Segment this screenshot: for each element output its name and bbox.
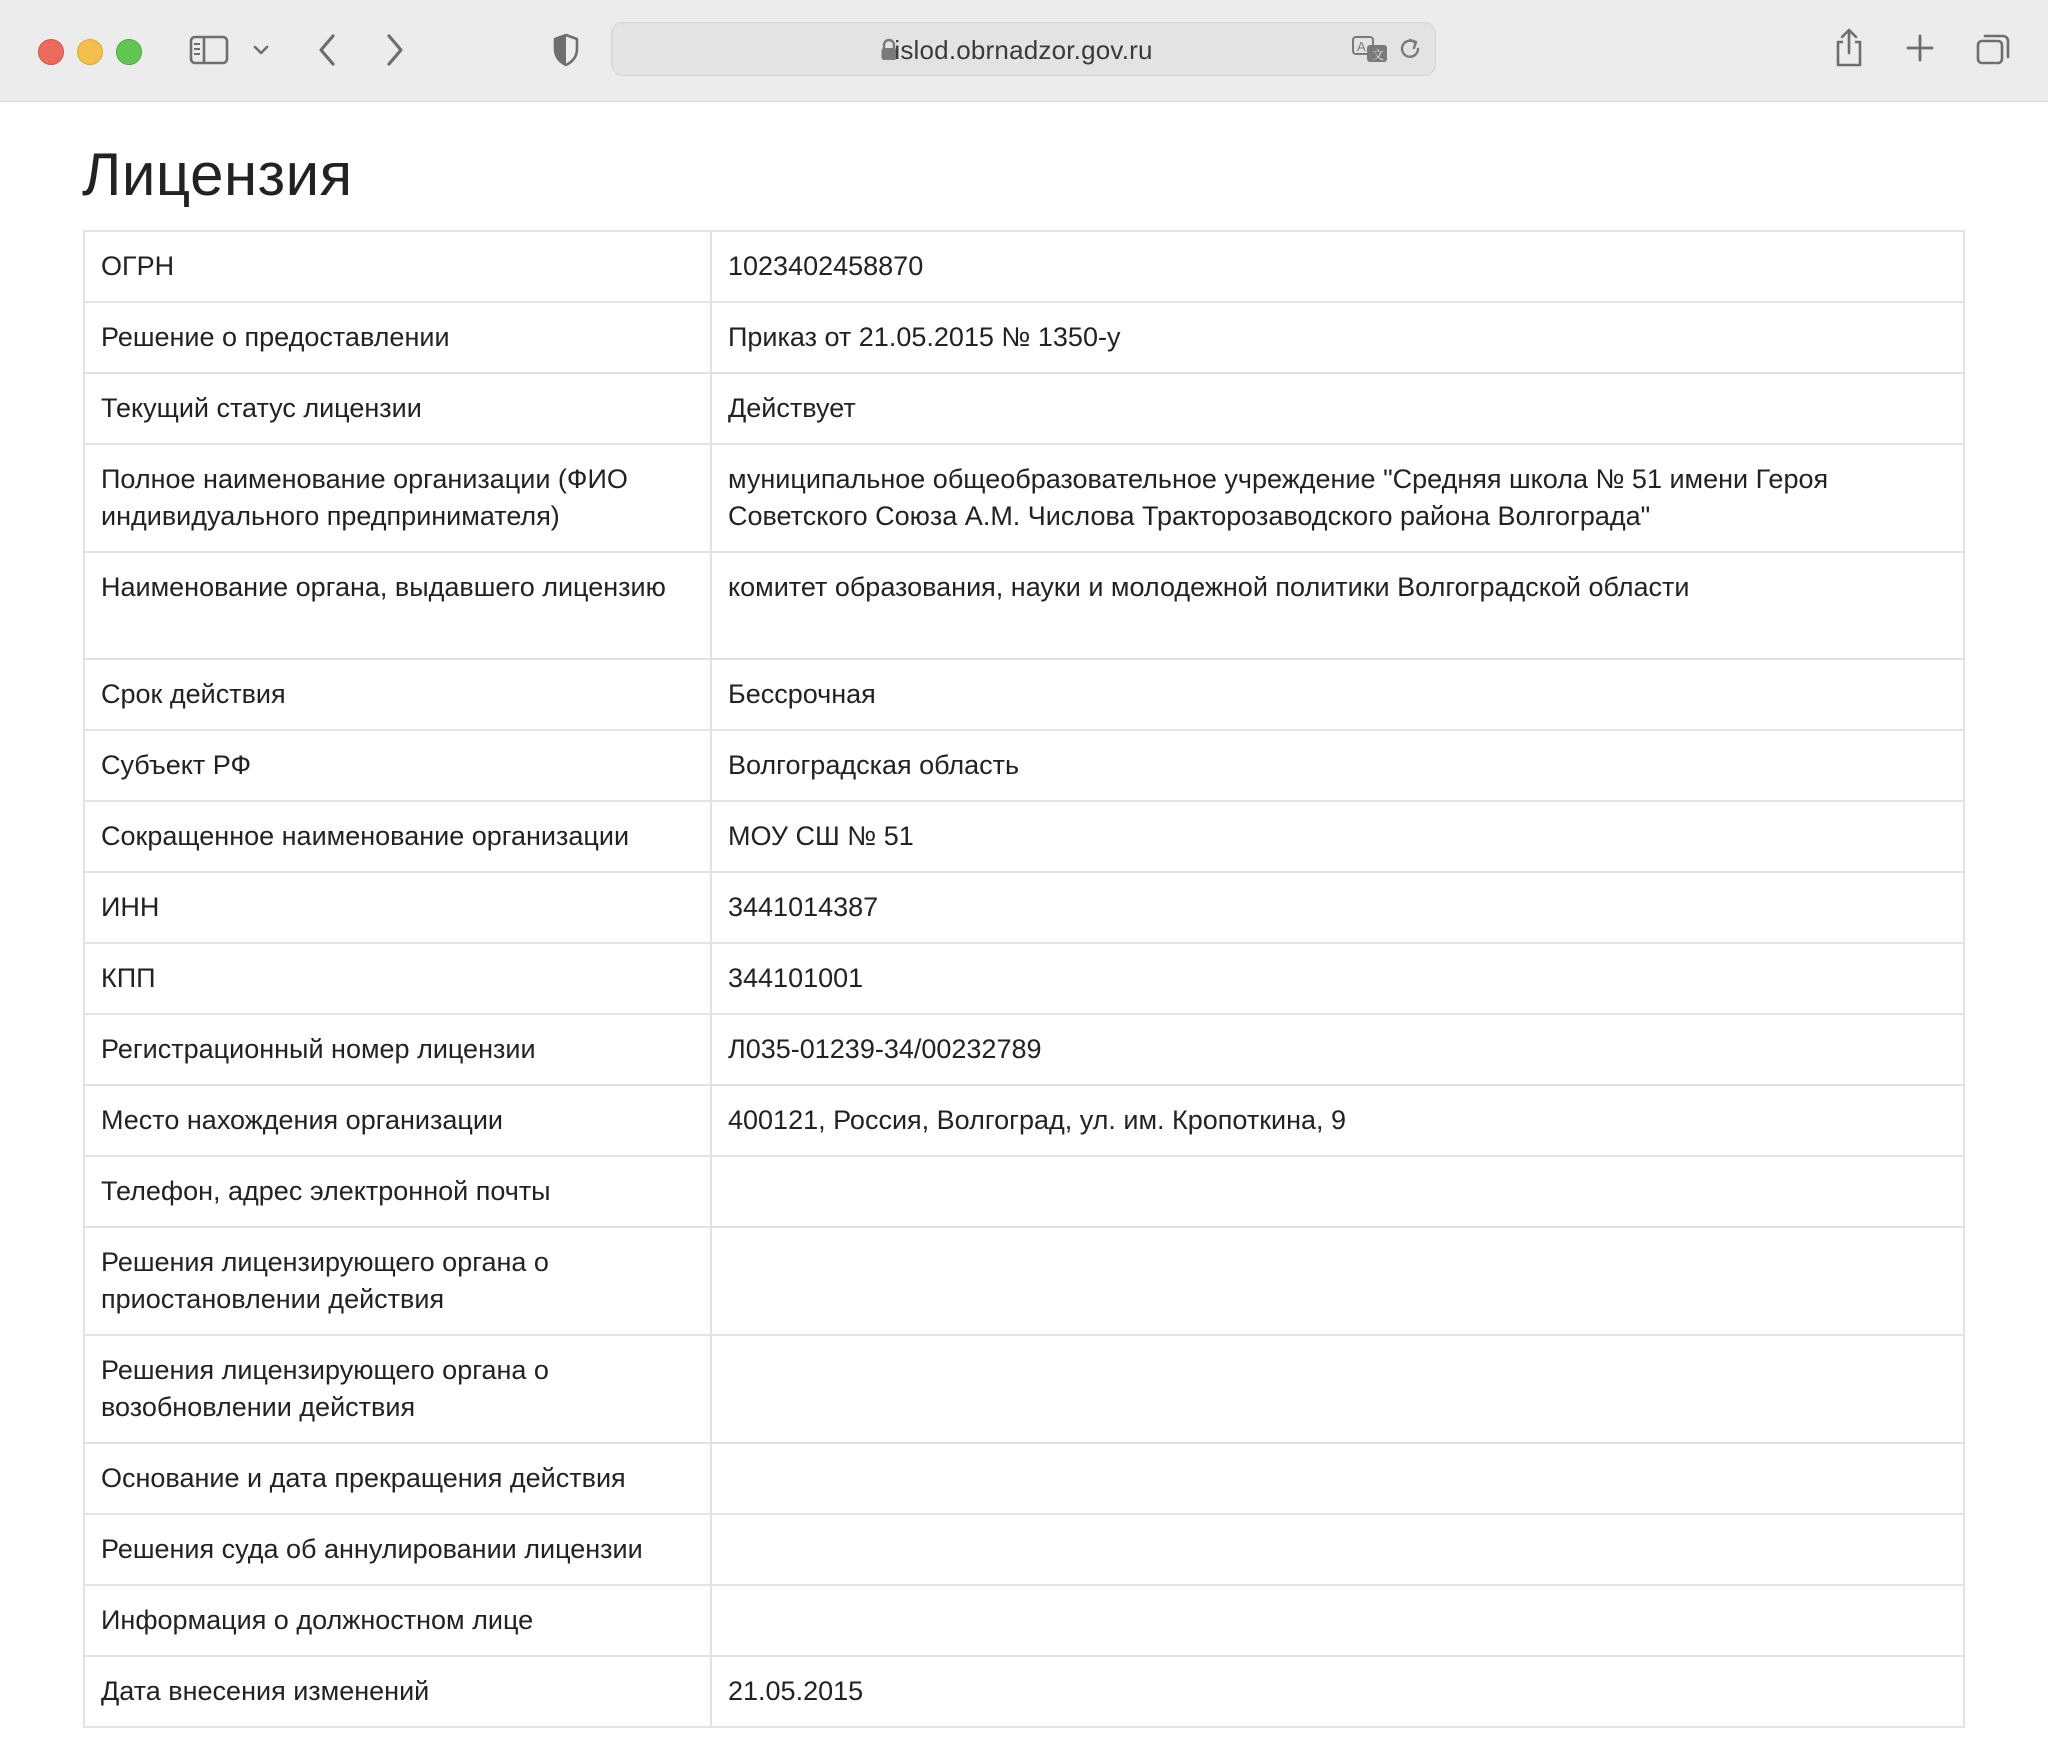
tab-overview-icon[interactable] xyxy=(1974,31,2012,67)
table-row xyxy=(84,1014,1964,1085)
row-value xyxy=(711,1443,1964,1514)
table-row xyxy=(84,943,1964,1014)
table-row xyxy=(84,659,1964,730)
row-value: Бессрочная xyxy=(711,659,1964,730)
reload-icon[interactable] xyxy=(1396,35,1424,63)
close-window-button[interactable] xyxy=(38,39,64,65)
table-row xyxy=(84,1443,1964,1514)
row-label: Текущий статус лицензии xyxy=(84,373,711,444)
row-label: Решения лицензирующего органа о возобновлении действия xyxy=(84,1335,711,1443)
table-row xyxy=(84,302,1964,373)
forward-icon[interactable] xyxy=(380,30,410,70)
row-label: Сокращенное наименование организации xyxy=(84,801,711,872)
row-label: Регистрационный номер лицензии xyxy=(84,1014,711,1085)
address-bar[interactable] xyxy=(611,22,1436,76)
table-row xyxy=(84,730,1964,801)
row-value xyxy=(711,1585,1964,1656)
row-value xyxy=(711,1156,1964,1227)
row-label: Основание и дата прекращения действия xyxy=(84,1443,711,1514)
svg-text:文: 文 xyxy=(1372,48,1385,62)
row-value xyxy=(711,1227,1964,1335)
row-value: 1023402458870 xyxy=(711,231,1964,302)
row-value: Л035-01239-34/00232789 xyxy=(711,1014,1964,1085)
minimize-window-button[interactable] xyxy=(77,39,103,65)
row-value: МОУ СШ № 51 xyxy=(711,801,1964,872)
table-row xyxy=(84,231,1964,302)
chevron-down-icon[interactable] xyxy=(249,38,273,62)
row-value: Действует xyxy=(711,373,1964,444)
row-value: 400121, Россия, Волгоград, ул. им. Кропоткина, 9 xyxy=(711,1085,1964,1156)
browser-toolbar xyxy=(0,0,2048,102)
sidebar-toggle-icon[interactable] xyxy=(187,32,231,68)
table-row xyxy=(84,1227,1964,1335)
page-title: Лицензия xyxy=(82,141,353,208)
share-icon[interactable] xyxy=(1832,27,1866,69)
table-row xyxy=(84,1085,1964,1156)
row-label: Решения суда об аннулировании лицензии xyxy=(84,1514,711,1585)
row-value: Волгоградская область xyxy=(711,730,1964,801)
row-value: муниципальное общеобразовательное учреждение "Средняя школа № 51 имени Героя Советского Союза А.М. Числова Тракторозаводского района Волгограда" xyxy=(711,444,1964,552)
row-label: Место нахождения организации xyxy=(84,1085,711,1156)
row-label: Решение о предоставлении xyxy=(84,302,711,373)
table-row xyxy=(84,1156,1964,1227)
back-icon[interactable] xyxy=(312,30,342,70)
row-label: ОГРН xyxy=(84,231,711,302)
table-row xyxy=(84,552,1964,659)
row-value xyxy=(711,1514,1964,1585)
row-value xyxy=(711,1335,1964,1443)
table-row xyxy=(84,1514,1964,1585)
row-value: 3441014387 xyxy=(711,872,1964,943)
row-label: Решения лицензирующего органа о приостановлении действия xyxy=(84,1227,711,1335)
row-label: Телефон, адрес электронной почты xyxy=(84,1156,711,1227)
url-text: islod.obrnadzor.gov.ru xyxy=(894,35,1153,65)
svg-text:A: A xyxy=(1357,39,1366,54)
row-value: комитет образования, науки и молодежной политики Волгоградской области xyxy=(711,552,1964,659)
row-label: Дата внесения изменений xyxy=(84,1656,711,1727)
license-table xyxy=(83,230,1965,1728)
row-value: Приказ от 21.05.2015 № 1350-у xyxy=(711,302,1964,373)
table-row xyxy=(84,373,1964,444)
row-value: 21.05.2015 xyxy=(711,1656,1964,1727)
translate-icon[interactable] xyxy=(1350,33,1390,65)
row-label: Срок действия xyxy=(84,659,711,730)
row-label: Субъект РФ xyxy=(84,730,711,801)
privacy-shield-icon[interactable] xyxy=(550,32,582,68)
row-value: 344101001 xyxy=(711,943,1964,1014)
row-label: ИНН xyxy=(84,872,711,943)
zoom-window-button[interactable] xyxy=(116,39,142,65)
table-row xyxy=(84,801,1964,872)
table-row xyxy=(84,1585,1964,1656)
row-label: Информация о должностном лице xyxy=(84,1585,711,1656)
table-row xyxy=(84,444,1964,552)
row-label: Полное наименование организации (ФИО индивидуального предпринимателя) xyxy=(84,444,711,552)
new-tab-icon[interactable] xyxy=(1904,32,1936,64)
table-row xyxy=(84,1656,1964,1727)
row-label: КПП xyxy=(84,943,711,1014)
table-row xyxy=(84,1335,1964,1443)
table-row xyxy=(84,872,1964,943)
row-label: Наименование органа, выдавшего лицензию xyxy=(84,552,711,659)
